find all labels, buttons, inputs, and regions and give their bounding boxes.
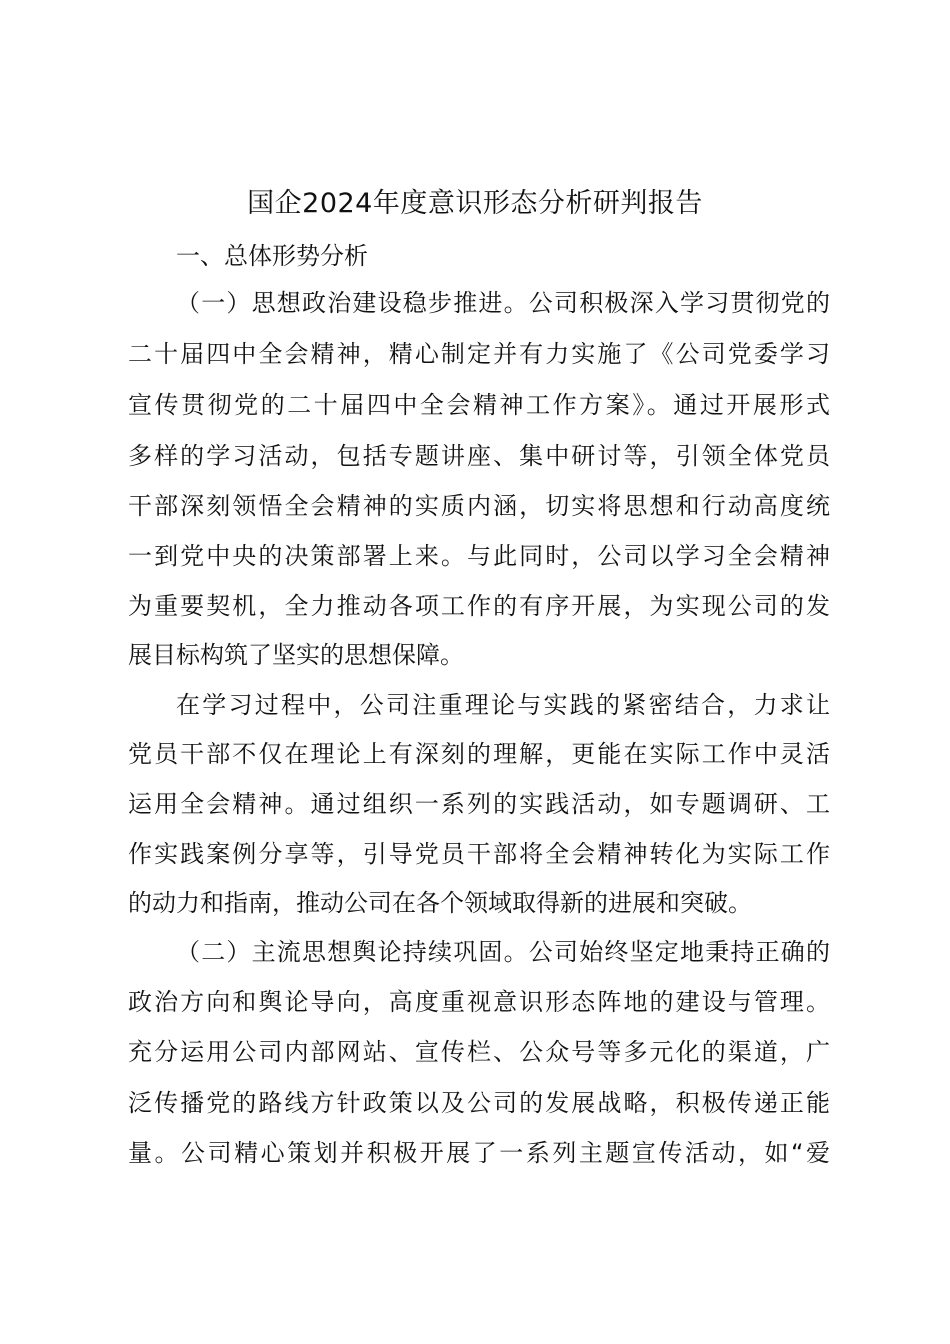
- paragraph-line: 干部深刻领悟全会精神的实质内涵，切实将思想和行动高度统: [128, 492, 830, 520]
- paragraph-line: （二）主流思想舆论持续巩固。公司始终坚定地秉持正确的: [176, 938, 830, 966]
- paragraph-line: 的动力和指南，推动公司在各个领域取得新的进展和突破。: [128, 889, 752, 917]
- paragraph-line: 政治方向和舆论导向，高度重视意识形态阵地的建设与管理。: [128, 988, 830, 1016]
- paragraph-line: 多样的学习活动，包括专题讲座、集中研讨等，引领全体党员: [128, 442, 830, 470]
- paragraph-line: 运用全会精神。通过组织一系列的实践活动，如专题调研、工: [128, 790, 830, 818]
- paragraph-line: 展目标构筑了坚实的思想保障。: [128, 641, 464, 669]
- paragraph-line: 作实践案例分享等，引导党员干部将全会精神转化为实际工作: [128, 840, 830, 868]
- paragraph-line: 一到党中央的决策部署上来。与此同时，公司以学习全会精神: [128, 542, 830, 570]
- section-heading: 一、总体形势分析: [176, 242, 368, 270]
- paragraph-line: （一）思想政治建设稳步推进。公司积极深入学习贯彻党的: [176, 289, 830, 317]
- paragraph-line: 在学习过程中，公司注重理论与实践的紧密结合，力求让: [176, 691, 830, 719]
- paragraph-line: 党员干部不仅在理论上有深刻的理解，更能在实际工作中灵活: [128, 740, 830, 768]
- paragraph-line: 充分运用公司内部网站、宣传栏、公众号等多元化的渠道，广: [128, 1038, 830, 1066]
- paragraph-line: 二十届四中全会精神，精心制定并有力实施了《公司党委学习: [128, 340, 830, 368]
- document-title: 国企2024年度意识形态分析研判报告: [247, 188, 703, 219]
- paragraph-line: 宣传贯彻党的二十届四中全会精神工作方案》。通过开展形式: [128, 391, 830, 419]
- paragraph-line: 为重要契机，全力推动各项工作的有序开展，为实现公司的发: [128, 592, 830, 620]
- paragraph-line: 泛传播党的路线方针政策以及公司的发展战略，积极传递正能: [128, 1089, 830, 1117]
- paragraph-line: 量。公司精心策划并积极开展了一系列主题宣传活动，如“爱: [128, 1139, 830, 1167]
